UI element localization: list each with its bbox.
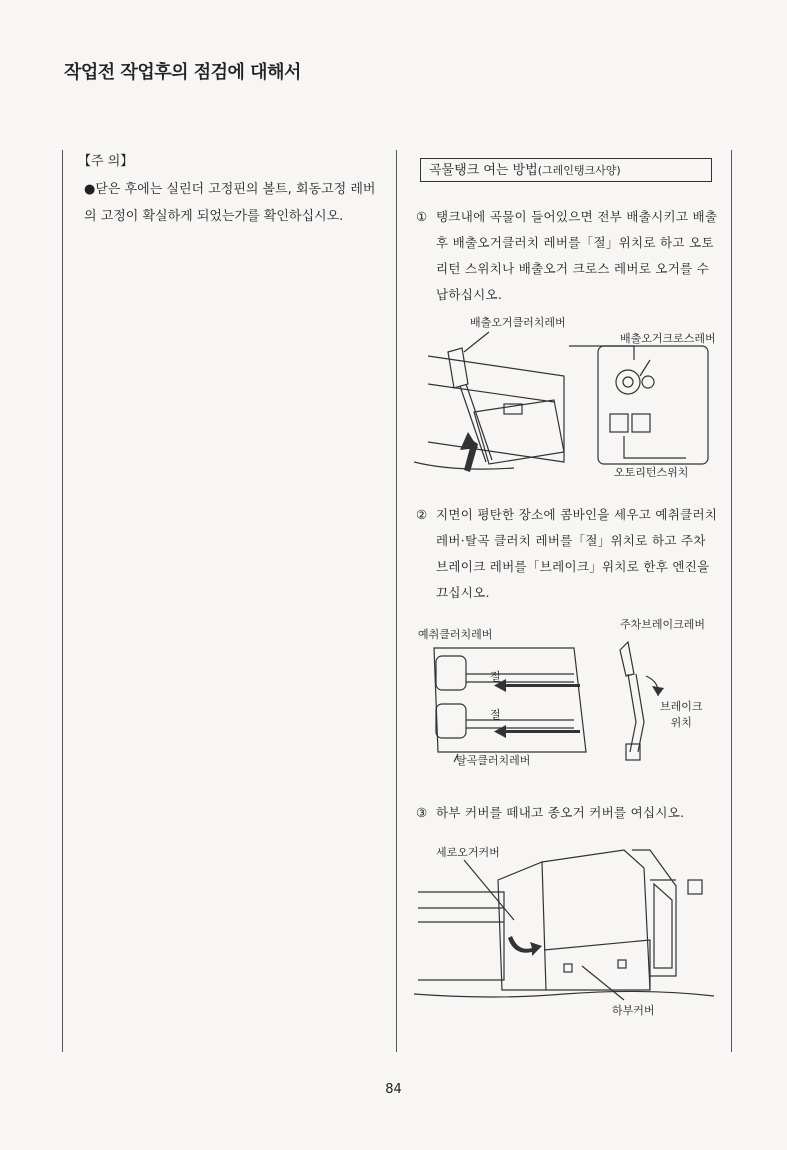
- label-reaping-clutch-lever: 예취클러치레버: [418, 628, 493, 641]
- center-column-rule: [396, 150, 397, 1052]
- step-2: [416, 502, 718, 606]
- section-title-note: (그레인탱크사양): [537, 164, 621, 177]
- label-lower-cover: 하부커버: [612, 1004, 655, 1017]
- caution-text: [84, 176, 384, 230]
- label-parking-brake-lever: 주차브레이크레버: [620, 618, 706, 631]
- step-text: 탱크내에 곡물이 들어있으면 전부 배출시키고 배출후 배출오거클러치 레버를「절」위치로 하고 오토리턴 스위치나 배출오거 크로스 레버로 오거를 수납하십시오.: [436, 209, 718, 302]
- left-column-rule: [62, 150, 63, 1052]
- step-3: [416, 800, 718, 826]
- label-discharge-clutch-lever: 배출오거클러치레버: [470, 316, 566, 329]
- bullet-icon: ●: [84, 182, 96, 197]
- step-number: ①: [416, 209, 428, 224]
- figure3-drawing: [414, 840, 730, 1016]
- label-auto-return-switch: 오토리턴스위치: [614, 466, 689, 479]
- step-text: 하부 커버를 떼내고 종오거 커버를 여십시오.: [436, 805, 685, 820]
- page-title: 작업전 작업후의 점검에 대해서: [64, 62, 301, 83]
- step-text: 지면이 평탄한 장소에 콤바인을 세우고 예취클러치 레버·탈곡 클러치 레버를「절」위치로 하고 주차브레이크 레버를「브레이크」위치로 한후 엔진을 끄십시오.: [436, 507, 718, 600]
- label-discharge-cross-lever: 배출오거크로스레버: [620, 332, 716, 345]
- label-off-reaping: 절: [490, 670, 501, 683]
- step-number: ③: [416, 805, 428, 820]
- page-number: 84: [385, 1082, 402, 1097]
- section-title-box: [420, 158, 712, 182]
- brake-position-line2: 위치: [670, 716, 692, 729]
- brake-position-line1: 브레이크: [660, 700, 703, 713]
- label-threshing-clutch-lever: 탈곡클러치레버: [456, 754, 531, 767]
- figure-auger-cover: [414, 840, 730, 1016]
- caution-heading: 【주 의】: [78, 154, 134, 169]
- caution-body: 닫은 후에는 실린더 고정핀의 볼트, 회동고정 레버의 고정이 확실하게 되었는가를 확인하십시오.: [84, 182, 376, 224]
- section-title: 곡물탱크 여는 방법: [429, 163, 538, 178]
- label-brake-position: [660, 698, 703, 730]
- right-column-rule: [731, 150, 732, 1052]
- figure2-drawing: [414, 612, 730, 772]
- step-number: ②: [416, 507, 428, 522]
- label-vertical-auger-cover: 세로오거커버: [436, 846, 500, 859]
- figure1-drawing: [414, 312, 730, 484]
- figure-discharge-auger-levers: [414, 312, 730, 484]
- label-off-threshing: 절: [490, 708, 501, 721]
- step-1: [416, 204, 718, 308]
- figure-clutch-and-brake-levers: [414, 612, 730, 772]
